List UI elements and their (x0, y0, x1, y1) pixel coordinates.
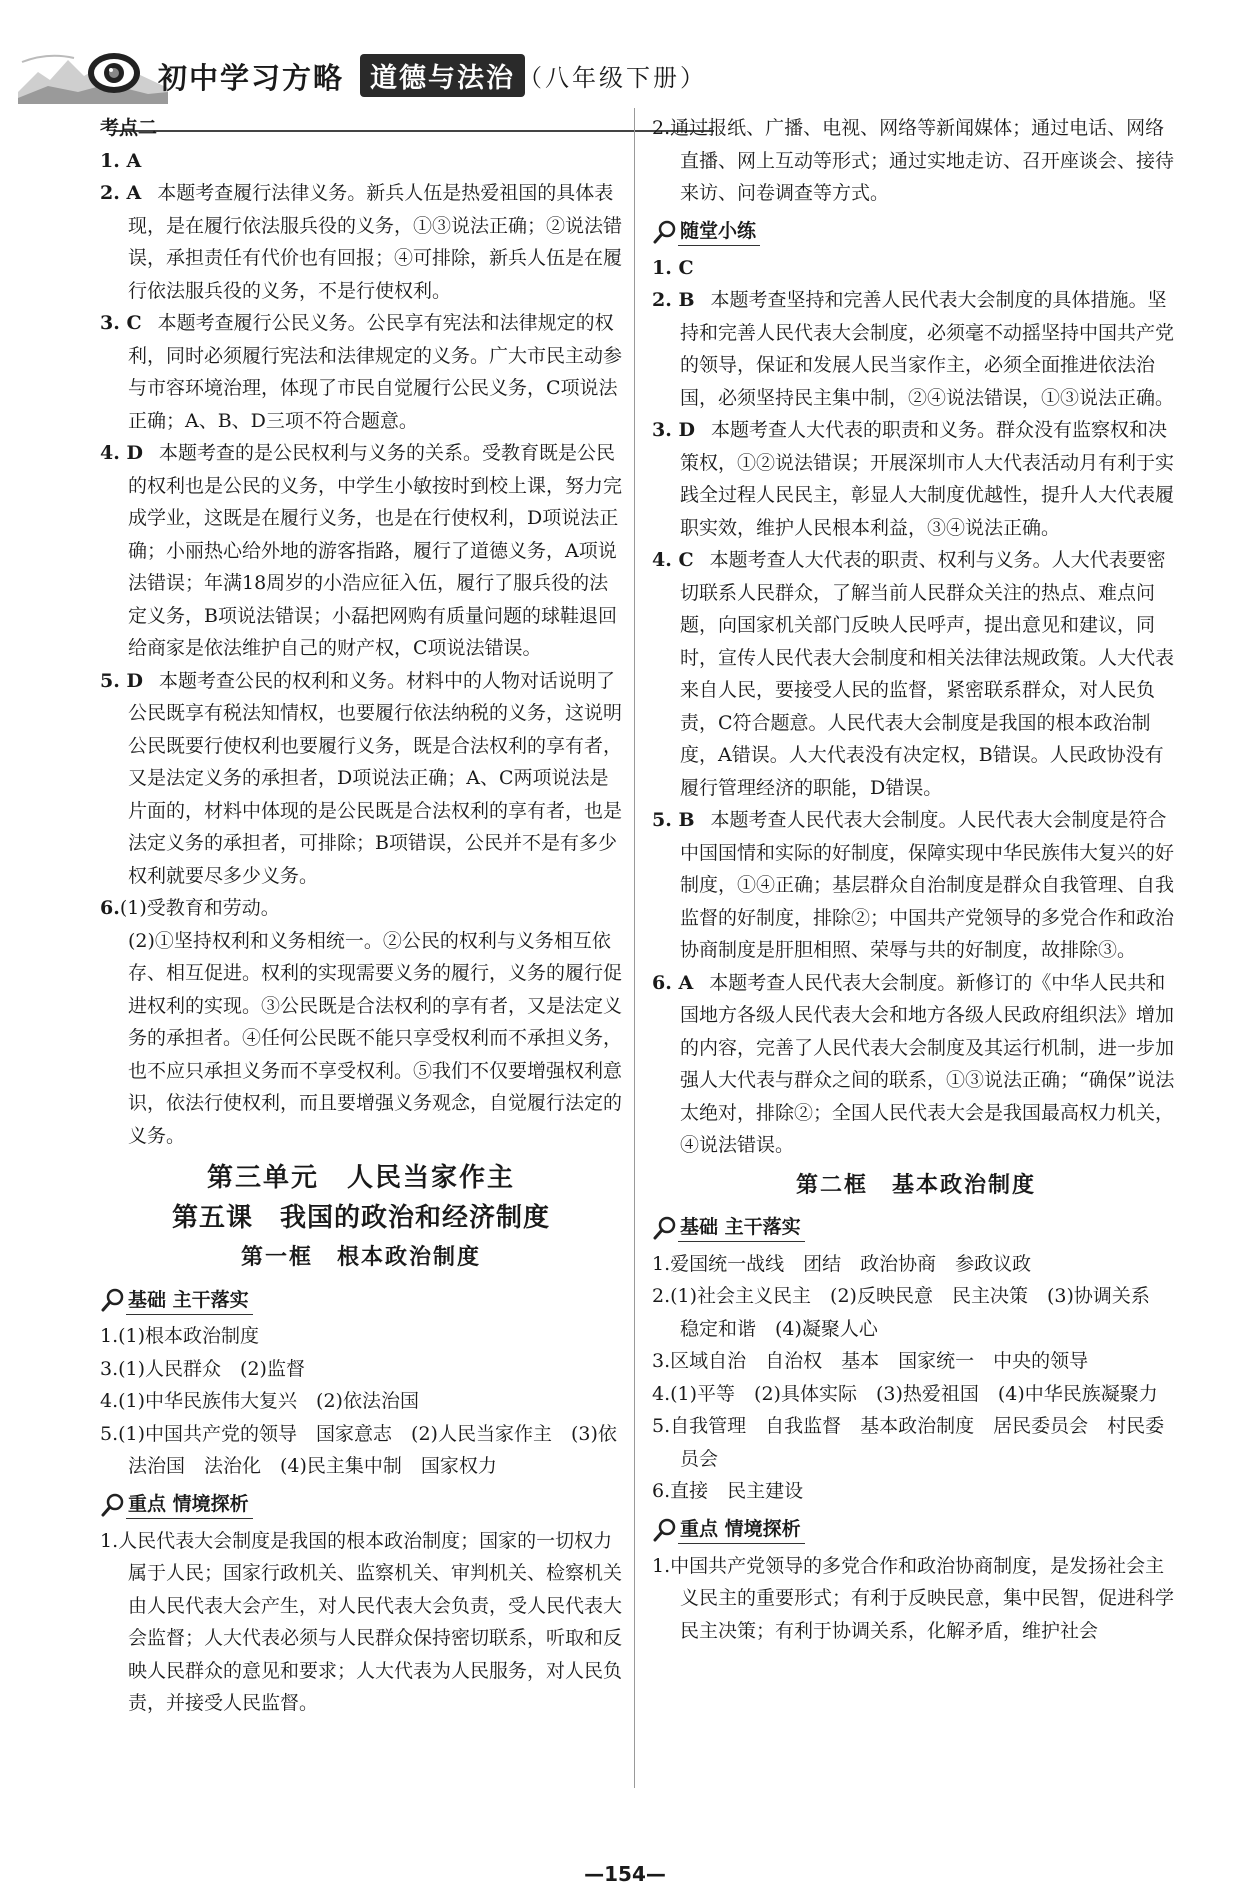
page-number: —154— (584, 1862, 666, 1886)
key-section-label: 重点 情境探析 (678, 1515, 805, 1544)
key-section-tag (652, 1512, 1180, 1548)
fill-answer: 3.区域自治 自治权 基本 国家统一 中央的领导 (652, 1350, 1089, 1372)
practice-section-tag (652, 214, 1180, 250)
subject-badge: 道德与法治 (360, 54, 525, 97)
fill-answer: 6.直接 民主建设 (652, 1480, 804, 1502)
unit-title: 第三单元 人民当家作主 (206, 1163, 515, 1193)
answer-item (652, 284, 1180, 414)
answer-item (652, 414, 1180, 544)
answer-number: 3. D (652, 419, 695, 441)
fill-answer: 1.爱国统一战线 团结 政治协商 参政议政 (652, 1252, 1032, 1275)
answer-number: 6. (100, 897, 120, 919)
answer-text: 本题考查履行公民义务。公民享有宪法和法律规定的权利，同时必须履行宪法和法律规定的义务。广大市民主动参与市容环境治理，体现了市民自觉履行公民义务，C项说法正确；A、B、D三项不符合题意。 (128, 312, 623, 432)
answer-number: 5. B (652, 809, 695, 831)
left-column (100, 112, 622, 1720)
fill-answer: 4.(1)中华民族伟大复兴 (2)依法治国 (100, 1390, 419, 1412)
answer-number: 4. D (100, 442, 143, 464)
answer-item (100, 177, 622, 307)
magnifier-icon (100, 1492, 126, 1518)
answer-item (652, 252, 1180, 285)
fill-answer: 5.(1)中国共产党的领导 国家意志 (2)人民当家作主 (3)依法治国 法治化 (4)民主集中制 国家权力 (100, 1422, 617, 1477)
magnifier-icon (652, 1517, 678, 1543)
magnifier-icon (652, 219, 678, 245)
magnifier-icon (652, 1215, 678, 1241)
page-header (18, 38, 707, 116)
answer-text: 本题考查公民的权利和义务。材料中的人物对话说明了公民既享有税法知情权，也要履行依法纳税的义务，这说明公民既要行使权利也要履行义务，既是合法权利的享有者，又是法定义务的承担者，D项说法正确；A、C两项说法是片面的，材料中体现的是公民既是合法权利的享有者，也是法定义务的承担者，可排除；B项错误，公民并不是有多少权利就要尽多少义务。 (128, 669, 623, 887)
globe-eye-logo-icon (86, 50, 142, 96)
answer-text: 本题考查履行法律义务。新兵人伍是热爱祖国的具体表现，是在履行依法服兵役的义务，①③说法正确；②说法错误，承担责任有代价也有回报；④可排除，新兵人伍是在履行依法服兵役的义务，不是行使权利。 (128, 182, 623, 302)
fill-answer: 2.(1)社会主义民主 (2)反映民意 民主决策 (3)协调关系 稳定和谐 (4)凝聚人心 (652, 1285, 1169, 1340)
answer-text: 本题考查人大代表的职责和义务。群众没有监察权和决策权，①②说法错误；开展深圳市人大代表活动月有利于实践全过程人民民主，彰显人大制度优越性，提升人大代表履职实效，维护人民根本利益，③④说法正确。 (680, 419, 1175, 539)
practice-section-label: 随堂小练 (678, 217, 760, 246)
fill-answer: 5.自我管理 自我监督 基本政治制度 居民委员会 村民委员会 (652, 1415, 1165, 1470)
frame-title: 第一框 根本政治制度 (240, 1245, 481, 1270)
answer-text: 本题考查人民代表大会制度。人民代表大会制度是符合中国国情和实际的好制度，保障实现中华民族伟大复兴的好制度，①④正确；基层群众自治制度是群众自我管理、自我监督的好制度，排除②；中国共产党领导的多党合作和政治协商制度是肝胆相照、荣辱与共的好制度，故排除③。 (680, 809, 1175, 961)
fill-answer: 4.(1)平等 (2)具体实际 (3)热爱祖国 (4)中华民族凝聚力 (652, 1382, 1158, 1405)
key-answer: 1.人民代表大会制度是我国的根本政治制度；国家的一切权力属于人民；国家行政机关、监察机关、审判机关、检察机关由人民代表大会产生，对人民代表大会负责，受人民代表大会监督；人大代表必须与人民群众保持密切联系，听取和反映人民群众的意见和要求；人大代表为人民服务，对人民负责，并接受人民监督。 (100, 1529, 623, 1714)
basic-section-label: 基础 主干落实 (678, 1213, 805, 1242)
basic-section-tag (100, 1282, 622, 1318)
grade-label: （八年级下册） (518, 64, 707, 92)
column-divider (634, 108, 635, 1788)
fill-answer: 3.(1)人民群众 (2)监督 (100, 1357, 305, 1380)
section-heading: 考点二 (100, 117, 158, 139)
answer-item (100, 437, 622, 665)
basic-section-tag (652, 1210, 1180, 1246)
answer-text: (1)受教育和劳动。 (119, 897, 280, 919)
answer-text: 本题考查人大代表的职责、权利与义务。人大代表要密切联系人民群众，了解当前人民群众关注的热点、难点问题，向国家机关部门反映人民呼声，提出意见和建议，同时，宣传人民代表大会制度和相关法律法规政策。人大代表来自人民，要接受人民的监督，紧密联系群众，对人民负责，C符合题意。人民代表大会制度是我国的根本政治制度，A错误。人大代表没有决定权，B错误。人民政协没有履行管理经济的职能，D错误。 (680, 549, 1175, 799)
key-section-tag (100, 1487, 622, 1523)
answer-item (100, 892, 622, 925)
answer-item (100, 307, 622, 437)
answer-item (100, 665, 622, 893)
fill-answer: 1.(1)根本政治制度 (100, 1325, 260, 1347)
magnifier-icon (100, 1287, 126, 1313)
basic-section-label: 基础 主干落实 (126, 1286, 253, 1315)
answer-text: 本题考查人民代表大会制度。新修订的《中华人民共和国地方各级人民代表大会和地方各级人民政府组织法》增加的内容，完善了人民代表大会制度及其运行机制，进一步加强人大代表与群众之间的联系，①③说法正确；“确保”说法太绝对，排除②；全国人民代表大会是我国最高权力机关，④说法错误。 (680, 971, 1175, 1156)
answer-number: 2. B (652, 289, 695, 311)
answer-number: 3. C (100, 312, 142, 334)
answer-number: 4. C (652, 549, 694, 571)
answer-text: 本题考查的是公民权利与义务的关系。受教育既是公民的权利也是公民的义务，中学生小敏按时到校上课，努力完成学业，这既是在履行义务，也是在行使权利，D项说法正确；小丽热心给外地的游客指路，履行了道德义务，A项说法错误；年满18周岁的小浩应征入伍，履行了服兵役的法定义务，B项说法错误；小磊把网购有质量问题的球鞋退回给商家是依法维护自己的财产权，C项说法错误。 (128, 442, 623, 659)
answer-number: 1. C (652, 256, 694, 279)
lesson-title: 第五课 我国的政治和经济制度 (171, 1203, 550, 1233)
series-title: 初中学习方略 (158, 61, 345, 95)
answer-number: 1. A (100, 149, 142, 172)
answer-item (652, 967, 1180, 1162)
answer-item (652, 544, 1180, 804)
answer-item (652, 804, 1180, 967)
right-column (652, 112, 1180, 1647)
answer-number: 5. D (100, 669, 143, 692)
answer-text-continued: (2)①坚持权利和义务相统一。②公民的权利与义务相互依存、相互促进。权利的实现需要义务的履行，义务的履行促进权利的实现。③公民既是合法权利的享有者，又是法定义务的承担者。④任何公民既不能只享受权利而不承担义务，也不应只承担义务而不享受权利。⑤我们不仅要增强权利意识，依法行使权利，而且要增强义务观念，自觉履行法定的义务。 (128, 929, 623, 1147)
answer-number: 6. A (652, 971, 694, 994)
key-answer: 1.中国共产党领导的多党合作和政治协商制度，是发扬社会主义民主的重要形式；有利于反映民意，集中民智，促进科学民主决策；有利于协调关系，化解矛盾，维护社会 (652, 1554, 1175, 1642)
frame-title: 第二框 基本政治制度 (795, 1172, 1036, 1198)
key-answer-continued: 2.通过报纸、广播、电视、网络等新闻媒体；通过电话、网络直播、网上互动等形式；通过实地走访、召开座谈会、接待来访、问卷调查等方式。 (652, 117, 1175, 204)
answer-number: 2. A (100, 182, 142, 204)
key-section-label: 重点 情境探析 (126, 1490, 253, 1519)
answer-item (100, 145, 622, 178)
answer-text: 本题考查坚持和完善人民代表大会制度的具体措施。坚持和完善人民代表大会制度，必须毫不动摇坚持中国共产党的领导，保证和发展人民当家作主，必须全面推进依法治国，必须坚持民主集中制，②④说法错误，①③说法正确。 (680, 289, 1175, 409)
